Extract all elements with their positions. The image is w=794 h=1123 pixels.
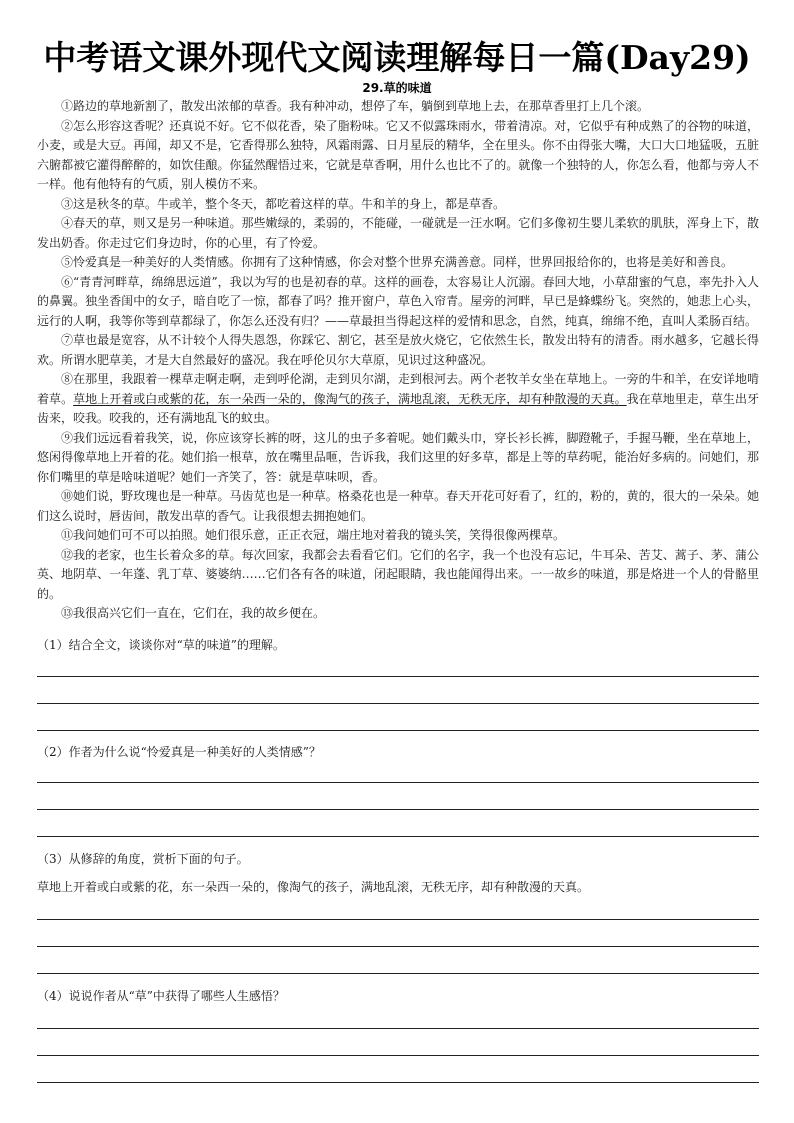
paragraph-7: ⑦草也最是宽容，从不计较个人得失恩怨，你踩它、割它，甚至是放火烧它，它依然生长，散发出特有的清香。雨水越多，它越长得欢。所谓水肥草美，才是大自然最好的盛况。我在呼伦贝尔大草原，见识过这种盛况。 (37, 333, 759, 367)
answer-line[interactable] (37, 703, 759, 704)
article-title: 29.草的味道 (362, 81, 432, 95)
answer-line[interactable] (37, 676, 759, 677)
question-2: （2）作者为什么说“怜爱真是一种美好的人类情感”？ (37, 745, 321, 759)
paragraph-11: ⑪我问她们可不可以拍照。她们很乐意，正正衣冠，端庄地对着我的镜头笑，笑得很像两棵草。 (61, 528, 566, 542)
page-title: 中考语文课外现代文阅读理解每日一篇(Day29) (43, 38, 751, 77)
question-4: （4）说说作者从“草”中获得了哪些人生感悟？ (37, 989, 285, 1003)
question-3: （3）从修辞的角度，赏析下面的句子。 (37, 852, 249, 866)
answer-line[interactable] (37, 1082, 759, 1083)
answer-line[interactable] (37, 836, 759, 837)
paragraph-4: ④春天的草，则又是另一种味道。那些嫩绿的，柔弱的，不能碰，一碰就是一汪水啊。它们多像初生婴儿柔软的肌肤，浑身上下，散发出奶香。你走过它们身边时，你的心里，有了怜爱。 (37, 216, 759, 250)
answer-line[interactable] (37, 946, 759, 947)
paragraph-1: ①路边的草地新割了，散发出浓郁的草香。我有种冲动，想停了车，躺倒到草地上去，在那草香里打上几个滚。 (61, 99, 650, 113)
answer-line[interactable] (37, 809, 759, 810)
paragraph-2: ②怎么形容这香呢？还真说不好。它不似花香，染了脂粉味。它又不似露珠雨水，带着清凉。对，它似乎有种成熟了的谷物的味道，小麦，或是大豆。再闻，却又不是，它香得那么独特，风霜雨露、日月星辰的精华，全在里头。你不由得张大嘴，大口大口地猛吸，五脏六腑都被它灌得醉醉的，如饮佳酿。你猛然醒悟过来，它就是草香啊，用什么也比不了的。就像一个独特的人，你怎么看，他都与旁人不一样。他有他特有的气质，别人模仿不来。 (37, 118, 759, 191)
question-3-sentence: 草地上开着或白或紫的花，东一朵西一朵的，像淘气的孩子，满地乱滚，无秩无序，却有种散漫的天真。 (37, 880, 590, 894)
answer-line[interactable] (37, 1055, 759, 1056)
answer-line[interactable] (37, 919, 759, 920)
answer-line[interactable] (37, 782, 759, 783)
paragraph-8 (37, 370, 759, 429)
paragraph-8-before: ⑧在那里，我跟着一棵草走啊走啊，走到呼伦湖，走到贝尔湖，走到根河去。两个老牧羊女坐在草地上。一旁的牛和羊，在安详地啃着草。 (37, 372, 759, 406)
question-1: （1）结合全文，谈谈你对“草的味道”的理解。 (37, 638, 285, 652)
paragraph-5: ⑤怜爱真是一种美好的人类情感。你拥有了这种情感，你会对整个世界充满善意。同样，世界回报给你的，也将是美好和善良。 (61, 255, 734, 269)
paragraph-9: ⑨我们远远看着我笑，说，你应该穿长裤的呀，这儿的虫子多着呢。她们戴头巾，穿长衫长裤，脚蹬靴子，手握马鞭，坐在草地上，悠闲得像草地上开着的花。她们掐一根草，放在嘴里品咂，告诉我，我们这里的好多草，都是上等的草药呢，能治好多病的。问她们，那你们嘴里的草是啥味道呢？她们一齐笑了，答：就是草味呗，香。 (37, 430, 759, 484)
paragraph-6: ⑥“青青河畔草，绵绵思远道”，我以为写的也是初春的草。这样的画卷，太容易让人沉溺。春回大地，小草甜蜜的气息，率先扑入人的鼻翼。独坐香闺中的女子，暗自吃了一惊，都春了吗？推开窗户，草色入帘青。屋旁的河畔，早已是蜂蝶纷飞。突然的，她悲上心头，远行的人啊，我等你等到草都绿了，你怎么还没有归？——草最担当得起这样的爱情和思念，自然，纯真，绵绵不绝，直叫人柔肠百结。 (37, 274, 759, 328)
answer-line[interactable] (37, 1028, 759, 1029)
answer-line[interactable] (37, 730, 759, 731)
paragraph-12: ⑫我的老家，也生长着众多的草。每次回家，我都会去看看它们。它们的名字，我一个也没有忘记，牛耳朵、苦艾、蒿子、茅、蒲公英、地阴草、一年蓬、乳丁草、婆婆纳……它们各有各的味道，闭起眼睛，我也能闻得出来。一一故乡的味道，那是烙进一个人的骨骼里的。 (37, 547, 759, 601)
article-body (37, 97, 759, 624)
underlined-sentence: 草地上开着或白或紫的花，东一朵西一朵的，像淘气的孩子，满地乱滚，无秩无序，却有种散漫的天真。 (73, 391, 627, 406)
answer-line[interactable] (37, 973, 759, 974)
paragraph-10: ⑩她们说，野玫瑰也是一种草。马齿苋也是一种草。格桑花也是一种草。春天开花可好看了，红的，粉的，黄的，很大的一朵朵。她们这么说时，唇齿间，散发出草的香气。让我很想去拥抱她们。 (37, 489, 759, 523)
paragraph-13: ⑬我很高兴它们一直在，它们在，我的故乡便在。 (61, 606, 326, 620)
paragraph-3: ③这是秋冬的草。牛或羊，整个冬天，都吃着这样的草。牛和羊的身上，都是草香。 (61, 196, 506, 211)
paragraph-8-after: 我在草地里走，草生出牙齿来，咬我。咬我的，还有满地乱飞的蚊虫。 (37, 391, 759, 425)
